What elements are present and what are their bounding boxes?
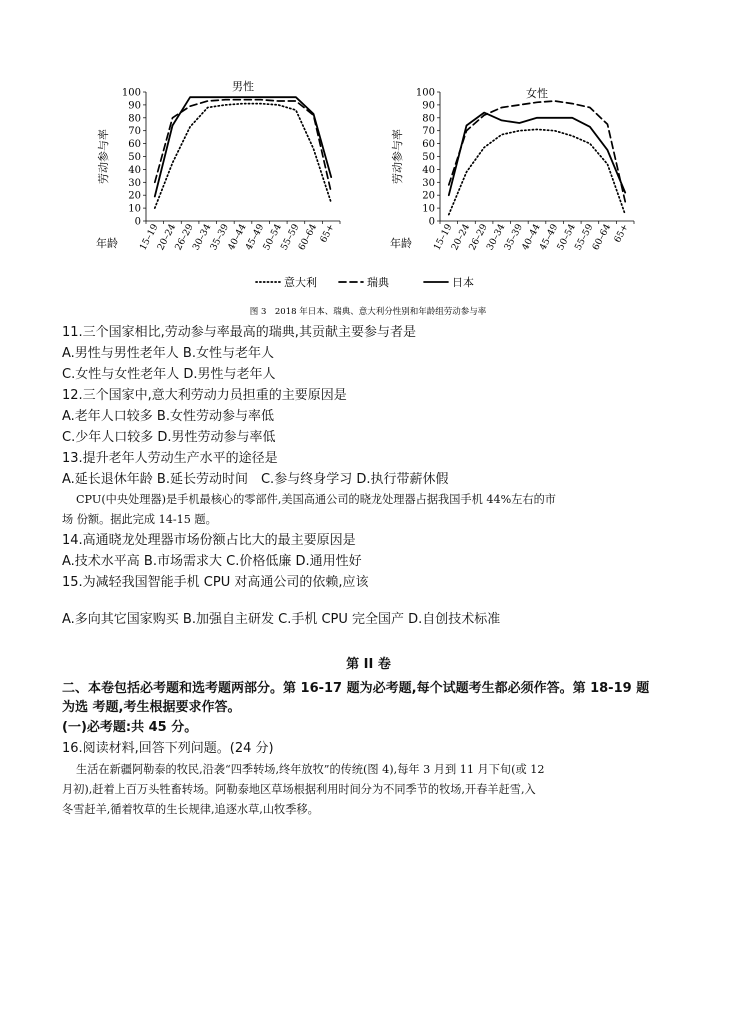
question-11: 11.三个国家相比,劳动参与率最高的瑞典,其贡献主要参与者是 <box>62 325 416 340</box>
section-intro-line-2: 为选 考题,考生根据要求作答。 <box>62 700 241 715</box>
material-line-3: 冬雪赶羊,循着牧草的生长规律,追逐水草,山牧季移。 <box>62 803 319 816</box>
y-tick-label: 10 <box>422 203 435 215</box>
y-tick-label: 90 <box>128 100 141 112</box>
y-tick-label: 0 <box>134 216 141 228</box>
x-axis-label: 年龄 <box>390 237 412 250</box>
y-tick-label: 0 <box>428 216 435 228</box>
y-tick-label: 10 <box>128 203 141 215</box>
x-tick-label: 60–64 <box>590 222 614 253</box>
question-13: 13.提升老年人劳动生产水平的途径是 <box>62 451 278 466</box>
x-tick-label: 60–64 <box>296 222 320 253</box>
y-tick-label: 90 <box>422 100 435 112</box>
x-tick-label: 50–54 <box>555 222 578 253</box>
x-tick-label: 45–49 <box>537 222 561 253</box>
series-line-dotted <box>155 104 331 209</box>
legend-label: 日本 <box>452 276 474 289</box>
chart-title: 男性 <box>232 80 254 93</box>
figure-caption: 图 3 2018 年日本、瑞典、意大利分性别和年龄组劳动参与率 <box>249 307 487 317</box>
question-12-options-ab: A.老年人口较多 B.女性劳动参与率低 <box>62 409 274 424</box>
chart-title: 女性 <box>526 87 548 100</box>
material-line-1: 生活在新疆阿勒泰的牧民,沿袭“四季转场,终年放牧”的传统(图 4),每年 3 月到 11 月下旬(或 12 <box>76 763 545 776</box>
x-axis-label: 年龄 <box>96 237 118 250</box>
legend-label: 瑞典 <box>367 276 389 289</box>
x-tick-label: 35–39 <box>208 222 232 253</box>
x-tick-label: 15–19 <box>431 222 455 253</box>
y-tick-label: 100 <box>415 87 435 99</box>
y-tick-label: 60 <box>128 139 141 151</box>
y-tick-label: 70 <box>422 126 435 138</box>
chart-legend <box>256 275 474 289</box>
x-tick-label: 26–29 <box>172 222 196 253</box>
series-line-solid <box>155 97 331 196</box>
question-14-options: A.技术水平高 B.市场需求大 C.价格低廉 D.通用性好 <box>62 554 362 569</box>
material-line-2: 月初),赶着上百万头牲畜转场。阿勒泰地区草场根据利用时间分为不同季节的牧场,开春羊赶雪,入 <box>62 783 536 796</box>
cpu-material-line-1: CPU(中央处理器)是手机最核心的零部件,美国高通公司的晓龙处理器占据我国手机 44%左右的市 <box>76 493 556 506</box>
question-16: 16.阅读材料,回答下列问题。(24 分) <box>62 741 274 756</box>
x-tick-label: 45–49 <box>243 222 267 253</box>
series-line-dotted <box>449 129 625 214</box>
y-tick-label: 30 <box>128 177 141 189</box>
y-tick-label: 20 <box>422 190 435 202</box>
required-questions-title: (一)必考题:共 45 分。 <box>62 720 198 735</box>
y-tick-label: 100 <box>121 87 141 99</box>
legend-label: 意大利 <box>284 276 317 289</box>
labor-participation-figure <box>0 0 737 320</box>
male-chart <box>96 79 340 252</box>
question-14: 14.高通晓龙处理器市场份额占比大的最主要原因是 <box>62 533 356 548</box>
y-tick-label: 40 <box>422 164 435 176</box>
x-tick-label: 55–59 <box>572 222 596 253</box>
section-intro-line-1: 二、本卷包括必考题和选考题两部分。第 16-17 题为必考题,每个试题考生都必须作答。第 18-19 题 <box>62 681 650 696</box>
x-tick-label: 26–29 <box>466 222 490 253</box>
x-tick-label: 20–24 <box>155 222 179 253</box>
y-tick-label: 40 <box>128 164 141 176</box>
x-tick-label: 65+ <box>318 222 337 245</box>
x-tick-label: 50–54 <box>261 222 284 253</box>
x-tick-label: 30–34 <box>190 222 214 253</box>
question-15-options: A.多向其它国家购买 B.加强自主研发 C.手机 CPU 完全国产 D.自创技术标准 <box>62 612 501 627</box>
y-tick-label: 60 <box>422 139 435 151</box>
section-heading: 第 II 卷 <box>346 657 391 672</box>
x-tick-label: 15–19 <box>137 222 161 253</box>
y-tick-label: 50 <box>128 152 141 163</box>
question-11-options-ab: A.男性与男性老年人 B.女性与老年人 <box>62 346 274 361</box>
series-line-dashed <box>449 101 625 202</box>
y-tick-label: 70 <box>128 126 141 138</box>
question-15: 15.为减轻我国智能手机 CPU 对高通公司的依赖,应该 <box>62 575 369 590</box>
x-tick-label: 40–44 <box>225 222 249 253</box>
y-axis-label: 劳动参与率 <box>97 129 110 184</box>
question-11-options-cd: C.女性与女性老年人 D.男性与老年人 <box>62 367 276 382</box>
y-axis-label: 劳动参与率 <box>391 129 404 184</box>
y-tick-label: 80 <box>128 113 141 125</box>
cpu-material-line-2: 场 份额。据此完成 14-15 题。 <box>62 513 217 526</box>
question-12: 12.三个国家中,意大利劳动力员担重的主要原因是 <box>62 388 347 403</box>
x-tick-label: 20–24 <box>449 222 473 253</box>
x-tick-label: 55–59 <box>278 222 302 253</box>
x-tick-label: 30–34 <box>484 222 508 253</box>
question-13-options: A.延长退休年龄 B.延长劳动时间 C.参与终身学习 D.执行带薪休假 <box>62 472 449 487</box>
x-tick-label: 40–44 <box>519 222 543 253</box>
series-line-dashed <box>155 100 331 193</box>
y-tick-label: 30 <box>422 177 435 189</box>
female-chart <box>390 86 634 252</box>
y-tick-label: 20 <box>128 190 141 202</box>
y-tick-label: 50 <box>422 152 435 163</box>
question-12-options-cd: C.少年人口较多 D.男性劳动参与率低 <box>62 430 276 445</box>
x-tick-label: 65+ <box>612 222 631 245</box>
x-tick-label: 35–39 <box>502 222 526 253</box>
y-tick-label: 80 <box>422 113 435 125</box>
